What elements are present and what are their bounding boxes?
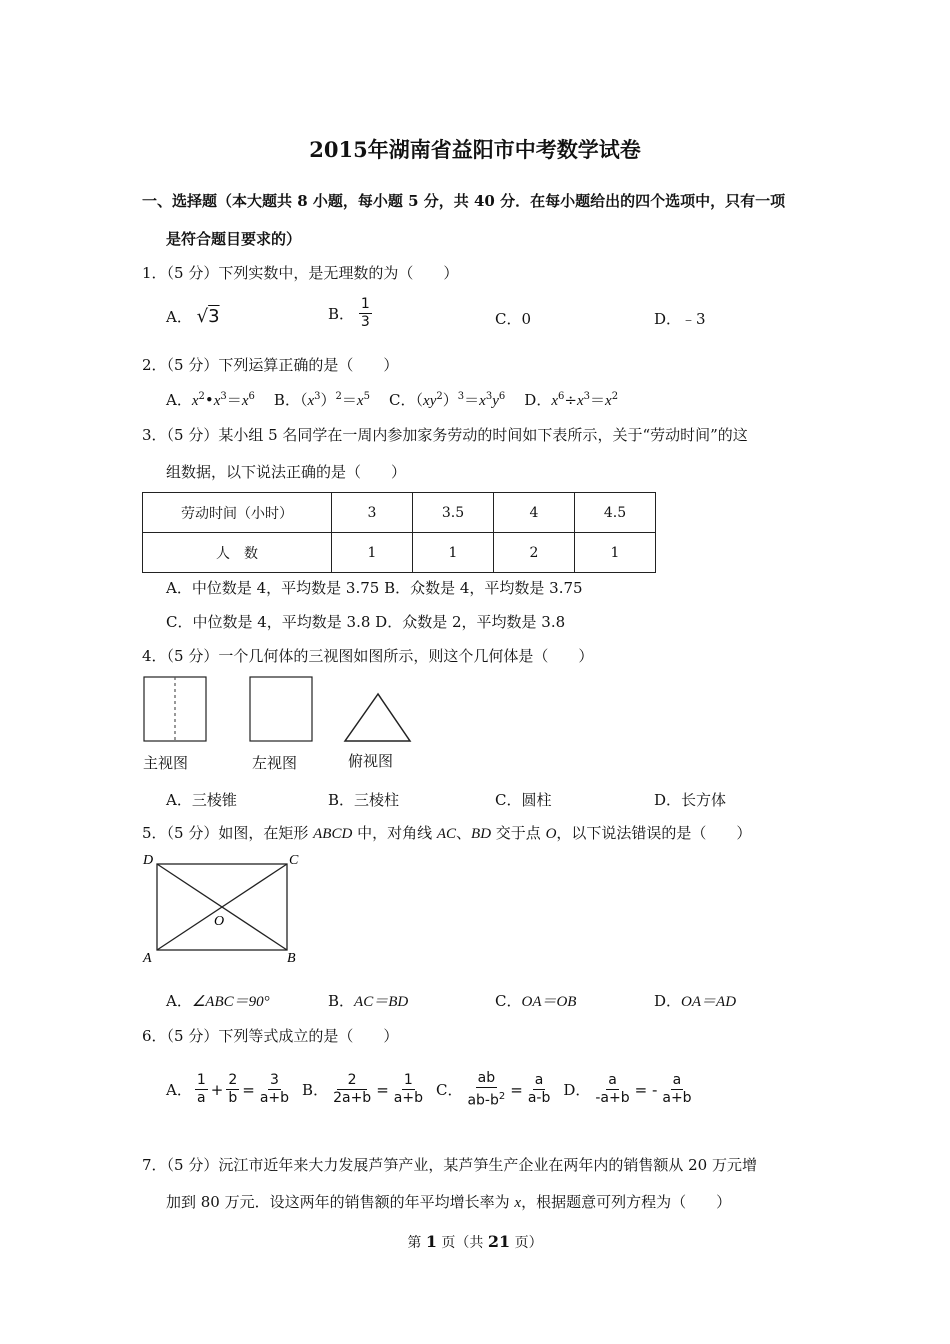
q1-option-a-value: 3: [208, 306, 220, 327]
q1-option-a[interactable]: [166, 306, 220, 327]
q5-stem-o: O: [545, 826, 557, 842]
view-label-side: 左视图: [252, 754, 298, 772]
table-cell: 劳动时间（小时）: [143, 493, 332, 533]
q7-stem-var: x: [514, 1195, 522, 1211]
question-7-stem: 7．（5 分）沅江市近年来大力发展芦笋产业，某芦笋生产企业在两年内的销售额从 20 万元增: [142, 1156, 757, 1174]
question-3-stem-cont: 组数据，以下说法正确的是（ ）: [166, 463, 407, 481]
q5-stem-text: 5．（5 分）如图，在矩形: [142, 824, 314, 842]
top-view-triangle: [345, 694, 410, 741]
q3-options-cd[interactable]: C．中位数是 4，平均数是 3.8 D．众数是 2，平均数是 3.8: [166, 613, 566, 631]
view-label-top: 俯视图: [348, 752, 394, 770]
q1-option-b-fraction: [359, 296, 372, 331]
q5-stem-text: ，以下说法错误的是（ ）: [556, 824, 752, 842]
footer-total-pages: 21: [487, 1232, 511, 1251]
section-heading: 一、选择题（本大题共 8 小题，每小题 5 分，共 40 分．在每小题给出的四个选项中，只有一项: [142, 192, 786, 210]
table-row: [143, 493, 656, 533]
q5-option-c-value: OA＝OB: [521, 994, 577, 1010]
q3-options-ab[interactable]: A．中位数是 4，平均数是 3.75 B．众数是 4，平均数是 3.75: [166, 579, 583, 597]
q2-options[interactable]: A．$x^2•x^3=x^6$ B．$(x^3)^2=x^5$ C．$(xy^2)^3=x^3y^6$ D．$x^6\div x^3=x^2$: [166, 391, 619, 409]
question-6-stem: 6．（5 分）下列等式成立的是（ ）: [142, 1027, 399, 1045]
section-heading-cont: 是符合题目要求的）: [166, 230, 302, 248]
question-1-stem: 1．（5 分）下列实数中，是无理数的为（ ）: [142, 264, 459, 282]
footer-text: 页）: [510, 1235, 543, 1251]
q5-option-d[interactable]: [654, 990, 736, 1011]
table-cell: 1: [413, 533, 494, 573]
q4-option-b[interactable]: B．三棱柱: [328, 791, 400, 809]
label-a: A: [143, 951, 152, 965]
question-5-stem: [142, 822, 751, 843]
question-3-stem: 3．（5 分）某小组 5 名同学在一周内参加家务劳动的时间如下表所示，关于“劳动时间”的这: [142, 426, 748, 444]
q5-option-b-value: AC＝BD: [354, 994, 409, 1010]
q7-stem-text: 加到 80 万元．设这两年的销售额的年平均增长率为: [166, 1193, 515, 1211]
q5-option-d-value: OA＝AD: [681, 994, 737, 1010]
page-title: 2015年湖南省益阳市中考数学试卷: [309, 137, 641, 162]
footer-text: 第: [407, 1235, 426, 1251]
table-cell: 4.5: [575, 493, 656, 533]
q5-option-c-label: C．: [495, 992, 522, 1010]
data-table: [142, 492, 656, 573]
q1-option-a-label: A．: [166, 308, 192, 326]
q5-option-a-label: A．: [166, 992, 192, 1010]
table-cell: 3: [332, 493, 413, 533]
footer-page-number: 1: [425, 1232, 437, 1251]
q1-option-b-label: B．: [328, 305, 355, 323]
page-footer: [0, 1232, 950, 1252]
question-4-stem: 4．（5 分）一个几何体的三视图如图所示，则这个几何体是（ ）: [142, 647, 594, 665]
sqrt-icon: √3: [196, 306, 220, 327]
fraction-numerator: 1: [360, 296, 370, 312]
q4-option-a[interactable]: A．三棱锥: [166, 791, 237, 809]
label-c: C: [289, 853, 299, 868]
label-d: D: [143, 853, 154, 868]
view-label-front: 主视图: [143, 754, 189, 772]
three-views-figure: [140, 672, 420, 747]
table-cell: 4: [494, 493, 575, 533]
label-b: B: [287, 951, 296, 965]
table-cell: 人 数: [143, 533, 332, 573]
q1-option-c[interactable]: C．0: [495, 310, 532, 328]
rectangle-figure: [140, 850, 310, 965]
q5-option-a-value: ∠ABC＝90°: [191, 994, 270, 1010]
q5-option-c[interactable]: [495, 990, 576, 1011]
table-row: [143, 533, 656, 573]
label-o: O: [214, 914, 225, 929]
q5-stem-text: 交于点: [491, 824, 546, 842]
q7-stem-text: ，根据题意可列方程为（ ）: [521, 1193, 732, 1211]
side-view-rect: [250, 677, 312, 741]
q5-stem-bd: BD: [471, 826, 492, 842]
footer-text: 页（共: [436, 1235, 488, 1251]
question-7-stem-cont: [166, 1191, 731, 1212]
table-cell: 2: [494, 533, 575, 573]
table-cell: 1: [575, 533, 656, 573]
q5-option-a[interactable]: [166, 990, 270, 1011]
q1-option-d[interactable]: D．﹣3: [654, 310, 706, 328]
q6-options[interactable]: A． $\frac{1}{a}$ + $\frac{2}{b}$ = $\frac{3}{a+b}$ B． $\frac{2}{2a+b}$ = $\frac{1}{a+b}$ C． $\frac{ab}{ab-b^2}$ = $\frac{a}{a-b}$ D． $\frac{a}{-a+b}$ = - $\frac{a}{a+b}$: [166, 1070, 692, 1109]
question-2-stem: 2．（5 分）下列运算正确的是（ ）: [142, 356, 399, 374]
q1-option-b[interactable]: [328, 296, 372, 331]
q4-option-d[interactable]: D．长方体: [654, 791, 727, 809]
table-cell: 3.5: [413, 493, 494, 533]
fraction-denominator: 3: [360, 314, 370, 330]
table-cell: 1: [332, 533, 413, 573]
q5-stem-ac: AC: [436, 826, 457, 842]
q5-stem-rect: ABCD: [313, 826, 353, 842]
q5-stem-text: 、: [456, 824, 472, 842]
q5-option-b-label: B．: [328, 992, 355, 1010]
q4-option-c[interactable]: C．圆柱: [495, 791, 552, 809]
q5-stem-text: 中，对角线: [352, 824, 437, 842]
q5-option-b[interactable]: [328, 990, 408, 1011]
q5-option-d-label: D．: [654, 992, 682, 1010]
